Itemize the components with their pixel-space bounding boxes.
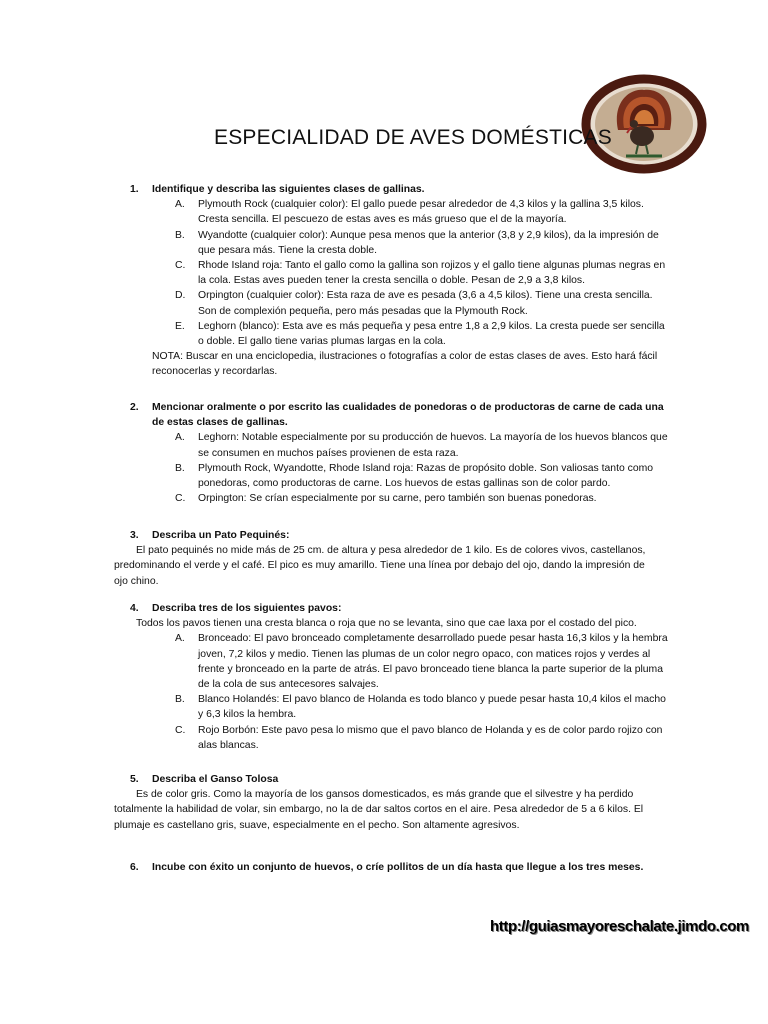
item-text: Leghorn: Notable especialmente por su producción de huevos. La mayoría de los huevos blancos que se consumen en muchos países provienen de esta raza. [198,432,668,459]
page-title: ESPECIALIDAD DE AVES DOMÉSTICAS [214,126,612,149]
item-list [175,631,670,753]
footer-url-link[interactable]: http://guiasmayoreschalate.jimdo.com [490,918,749,935]
item-letter: C. [175,493,186,505]
item-letter: C. [175,260,186,272]
list-item [175,319,670,349]
section-number: 6. [130,862,139,873]
section-1 [130,182,670,380]
item-text: Rhode Island roja: Tanto el gallo como la gallina son rojizos y el gallo tiene algunas plumas negras en la cola. Estas aves pueden tener la cresta sencilla o doble. Pesan de 2,9 a 3,8 kilos. [198,260,666,287]
list-item [175,491,670,506]
item-letter: E. [175,320,185,332]
list-item [175,258,670,288]
section-number: 4. [130,603,139,614]
turkey-badge-icon [578,72,710,176]
item-text: Plymouth Rock, Wyandotte, Rhode Island roja: Razas de propósito doble. Son valiosas tanto como ponedoras, como productoras de carne. Los huevos de estas gallinas son de color pardo. [198,462,654,490]
list-item [175,288,670,318]
section-6 [130,860,670,875]
item-letter: D. [175,290,186,302]
section-paragraph: Es de color gris. Como la mayoría de los gansos domesticados, es más grande que el silvestre y ha perdido totalmente la habilidad de volar, sin embargo, no la de dar saltos cortos en el aire. Pesa alrededor de 5 a 6 kilos. El plumaje es castellano gris, suave, especialmente en el pecho. Son altamente agresivos. [114,789,644,831]
section-heading-text: Mencionar oralmente o por escrito las cualidades de ponedoras o de productoras de carne de cada una de estas clases de gallinas. [152,402,664,429]
list-item [175,197,670,227]
section-heading [130,601,670,616]
item-text: Leghorn (blanco): Esta ave es más pequeña y pesa entre 1,8 a 2,9 kilos. La cresta puede ser sencilla o doble. El gallo tiene varias plumas largas en la cola. [198,320,665,348]
list-item [175,631,670,692]
section-heading [130,528,670,543]
section-heading [130,182,670,197]
section-number: 5. [130,774,139,785]
section-3 [114,528,670,589]
item-text: Wyandotte (cualquier color): Aunque pesa menos que la anterior (3,8 y 2,9 kilos), da la impresión de que pesara más. Tiene la cresta doble. [198,229,659,256]
list-item [175,228,670,258]
item-letter: A. [175,633,185,645]
item-text: Bronceado: El pavo bronceado completamente desarrollado puede pesar hasta 16,3 kilos y la hembra joven, 7,2 kilos y medio. Tienen las plumas de un color negro opaco, con matices rojos y verdes al frente y bronceado en la parte de atrás. El pavo bronceado tiene blanca la parte superior de la pluma de la cola de sus antecesores salvajes. [198,633,668,691]
section-heading [130,400,670,430]
section-number: 2. [130,402,139,413]
item-letter: A. [175,199,185,211]
item-list [175,197,670,349]
section-heading-text: Describa tres de los siguientes pavos: [152,603,342,614]
section-number: 3. [130,530,139,541]
list-item [175,430,670,460]
item-letter: C. [175,724,186,736]
note-text: NOTA: Buscar en una enciclopedia, ilustraciones o fotografías a color de estas clases de aves. Esto hará fácil reconocerlas y recordarlas. [152,351,658,378]
section-heading-text: Identifique y describa las siguientes clases de gallinas. [152,184,425,195]
item-letter: B. [175,694,185,706]
item-text: Blanco Holandés: El pavo blanco de Holanda es todo blanco y puede pesar hasta 10,4 kilos el macho y 6,3 kilos la hembra. [198,694,666,721]
item-letter: B. [175,462,185,474]
section-heading-text: Describa el Ganso Tolosa [152,774,279,785]
item-text: Orpington (cualquier color): Esta raza de ave es pesada (3,6 a 4,5 kilos). Tiene una cresta sencilla. Son de complexión pequeña, pero más pesadas que la Plymouth Rock. [198,290,653,317]
section-4 [130,601,670,753]
list-item [175,723,670,753]
item-text: Rojo Borbón: Este pavo pesa lo mismo que el pavo blanco de Holanda y es de color pardo rojizo con alas blancas. [198,724,663,751]
item-text: Plymouth Rock (cualquier color): El gallo puede pesar alrededor de 4,3 kilos y la gallina 3,5 kilos. Cresta sencilla. El pescuezo de estas aves es más grueso que el de la mayoría. [198,199,644,226]
section-number: 1. [130,184,139,195]
section-2 [130,400,670,506]
list-item [175,692,670,722]
section-heading-text: Describa un Pato Pequinés: [152,530,290,541]
item-letter: B. [175,229,185,241]
item-letter: A. [175,432,185,444]
section-heading-text: Incube con éxito un conjunto de huevos, o críe pollitos de un día hasta que llegue a los tres meses. [152,862,644,873]
list-item [175,461,670,491]
item-text: Orpington: Se crían especialmente por su carne, pero también son buenas ponedoras. [198,493,597,505]
section-paragraph: Todos los pavos tienen una cresta blanca o roja que no se levanta, sino que cae laxa por el costado del pico. [136,618,637,630]
section-heading [130,772,670,787]
section-paragraph: El pato pequinés no mide más de 25 cm. de altura y pesa alrededor de 1 kilo. Es de colores vivos, castellanos, predominando el verde y el café. El pico es muy amarillo. Tiene una línea por debajo del ojo, dando la impresión de ojo chino. [114,545,646,587]
section-5 [114,772,670,833]
item-list [175,430,670,506]
section-heading [130,860,670,875]
